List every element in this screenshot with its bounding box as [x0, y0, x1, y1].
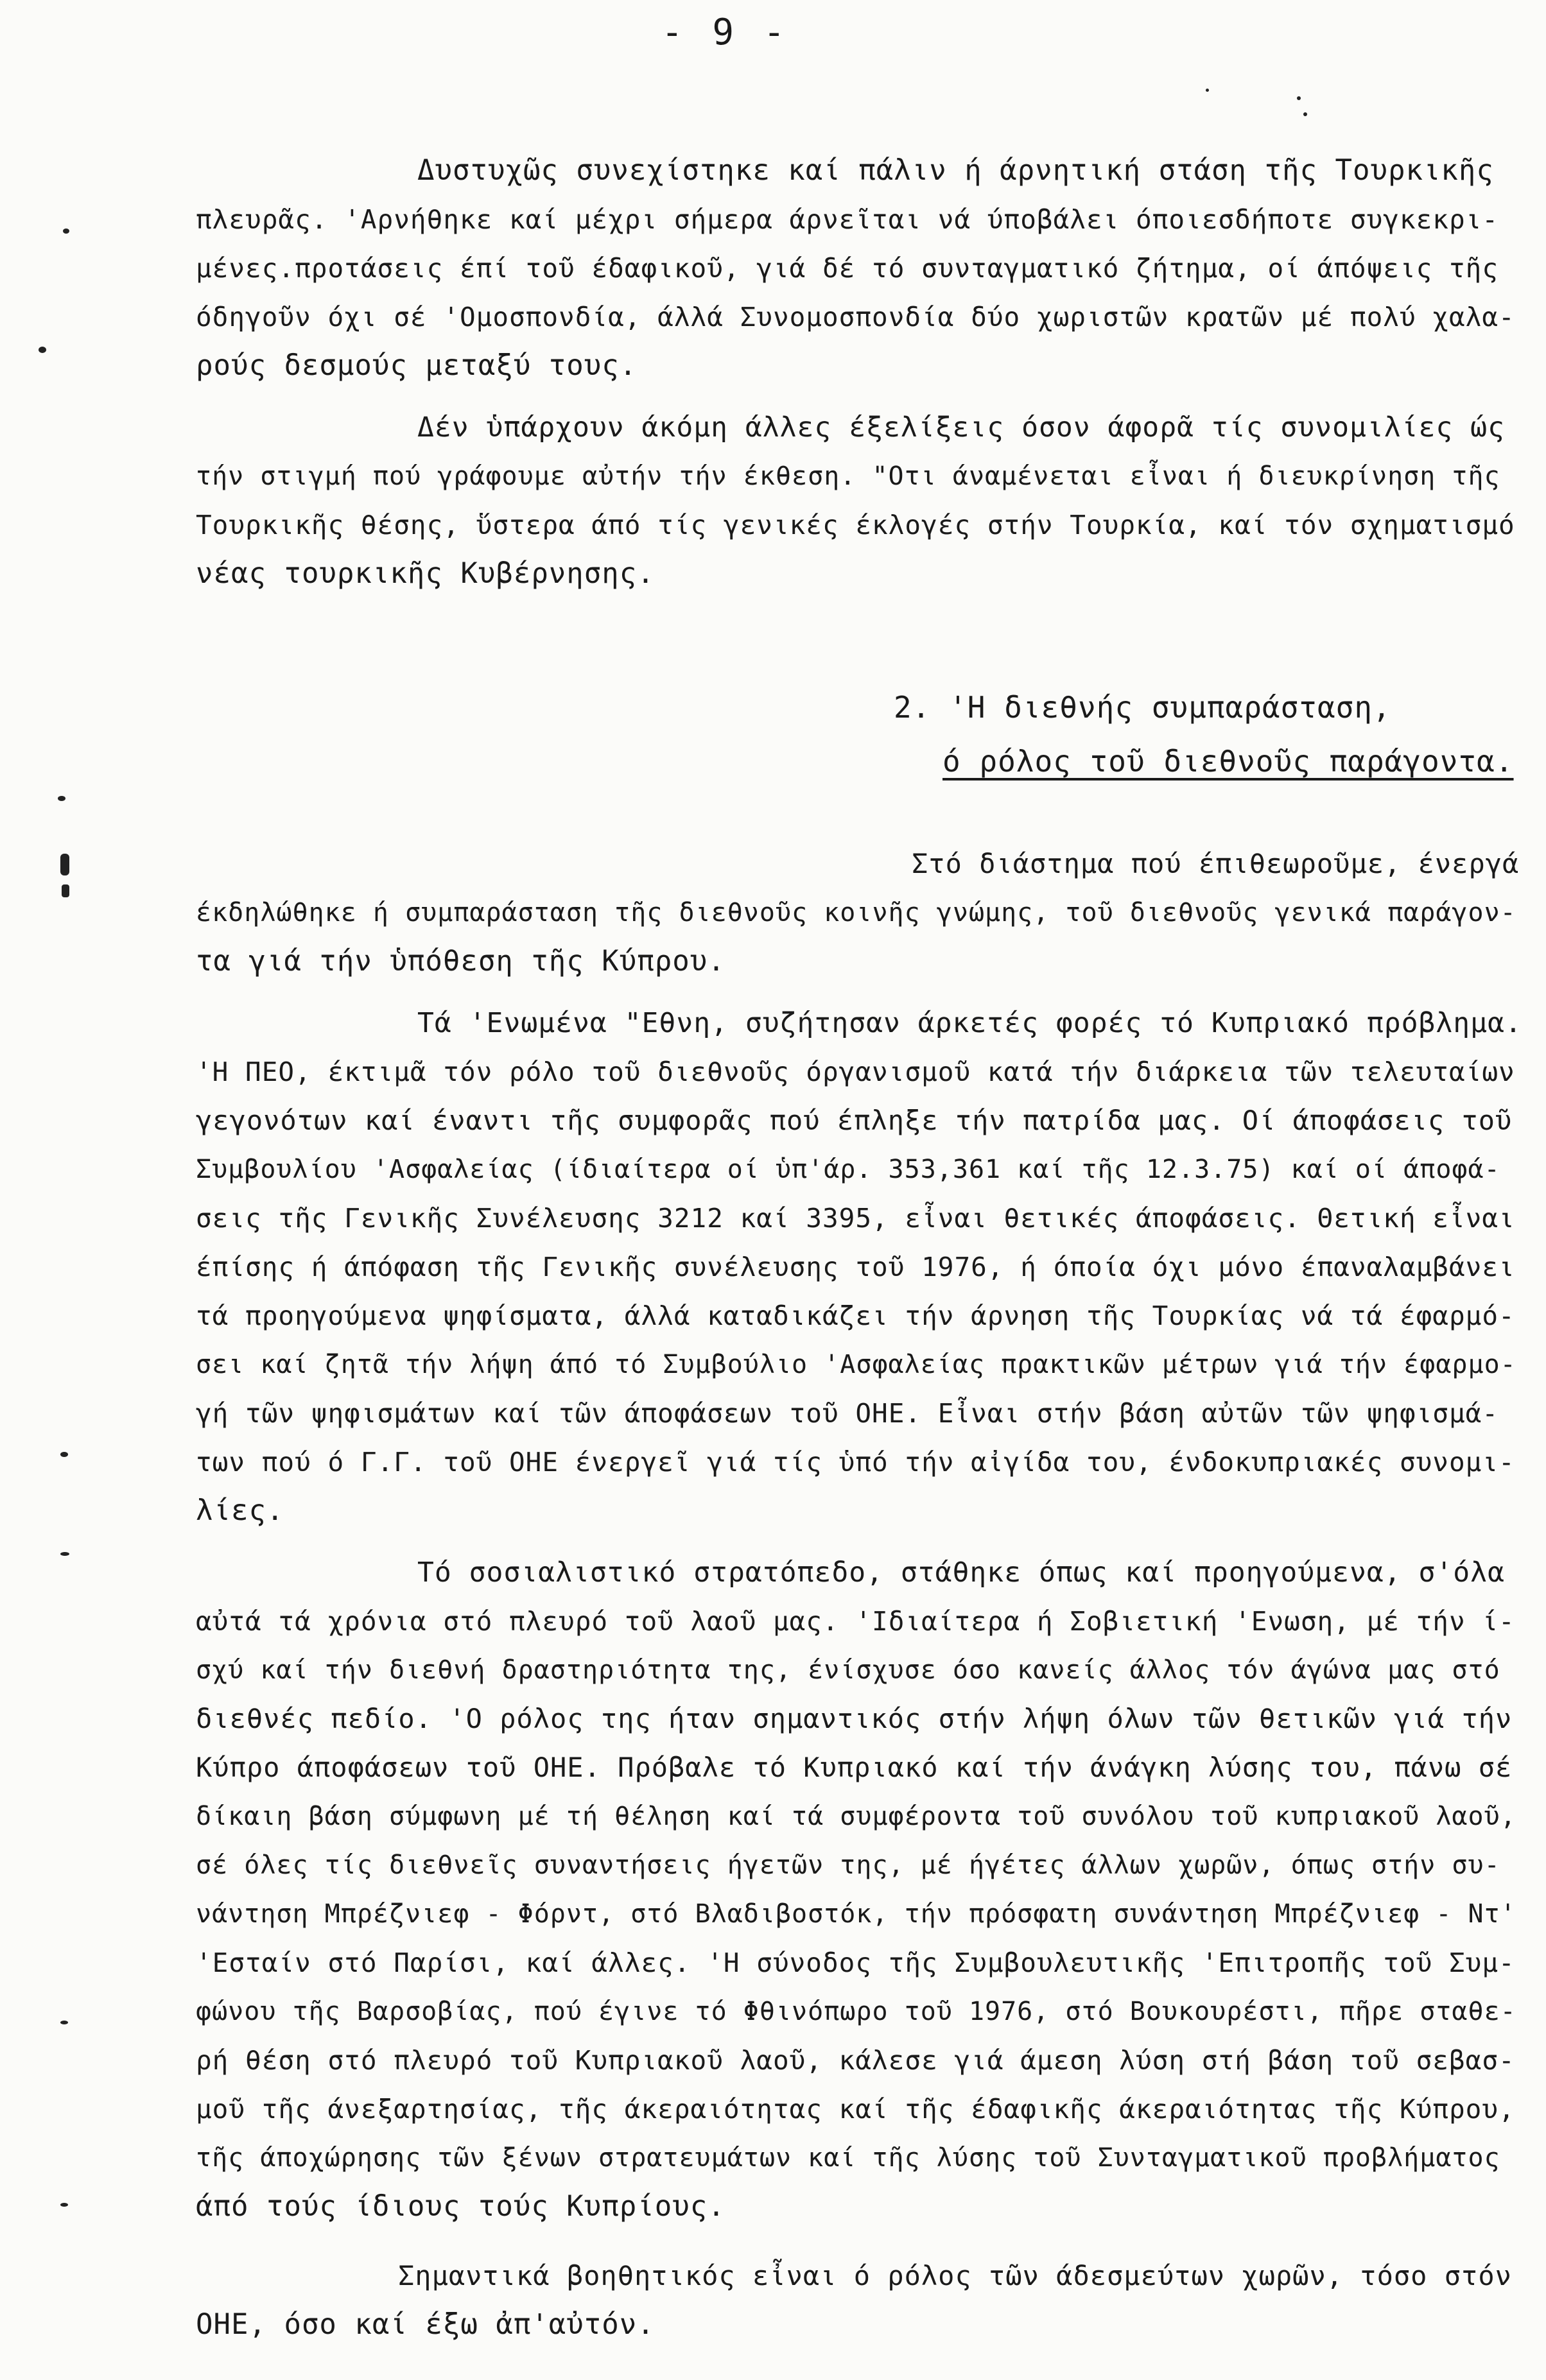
- paragraph-1-line-2: πλευρᾶς. 'Αρνήθηκε καί μέχρι σήμερα άρνεῖται νά ύποβάλει όποιεσδήποτε συγκεκρι-: [196, 204, 1499, 235]
- paragraph-5-line-14: άπό τούς ίδιους τούς Κυπρίους.: [196, 2190, 725, 2223]
- paragraph-5-line-4: διεθνές πεδίο. 'Ο ρόλος της ήταν σημαντικός στήν λήψη όλων τῶν θετικῶν γιά τήν: [196, 1703, 1513, 1734]
- paragraph-2-line-1: Δέν ὑπάρχουν άκόμη άλλες έξελίξεις όσον άφορᾶ τίς συνομιλίες ώς: [417, 411, 1505, 444]
- scan-speck: [58, 796, 65, 801]
- section-heading-title: 2. 'Η διεθνής συμπαράσταση,: [894, 690, 1391, 725]
- paragraph-4-line-4: Συμβουλίου 'Ασφαλείας (ίδιαίτερα οί ὑπ'άρ. 353,361 καί τῆς 12.3.75) καί οί άποφά-: [196, 1155, 1500, 1184]
- paragraph-4-line-10: των πού ό Γ.Γ. τοῦ ΟΗΕ ένεργεῖ γιά τίς ὑπό τήν αἰγίδα του, ένδοκυπριακές συνομι-: [196, 1447, 1515, 1478]
- paragraph-2-line-3: Τουρκικῆς θέσης, ὕστερα άπό τίς γενικές έκλογές στήν Τουρκία, καί τόν σχηματισμό: [196, 510, 1515, 540]
- scan-speck: [1297, 96, 1301, 100]
- paragraph-3-line-3: τα γιά τήν ὑπόθεση τῆς Κύπρου.: [196, 945, 725, 978]
- scan-speck: [1206, 89, 1209, 92]
- paragraph-5-line-7: σέ όλες τίς διεθνεῖς συναντήσεις ήγετῶν της, μέ ήγέτες άλλων χωρῶν, όπως στήν συ-: [196, 1850, 1500, 1880]
- paragraph-5-line-6: δίκαιη βάση σύμφωνη μέ τή θέληση καί τά συμφέροντα τοῦ συνόλου τοῦ κυπριακοῦ λαοῦ,: [196, 1802, 1516, 1831]
- scan-speck: [63, 229, 69, 234]
- paragraph-4-line-11: λίες.: [196, 1494, 284, 1527]
- scan-speck: [60, 854, 69, 875]
- paragraph-5-line-10: φώνου τῆς Βαρσοβίας, πού έγινε τό Φθινόπωρο τοῦ 1976, στό Βουκουρέστι, πῆρε σταθε-: [196, 1997, 1516, 2026]
- paragraph-5-line-2: αὐτά τά χρόνια στό πλευρό τοῦ λαοῦ μας. 'Ιδιαίτερα ή Σοβιετική 'Ενωση, μέ τήν ί-: [196, 1606, 1515, 1637]
- paragraph-6-line-2: ΟΗΕ, όσο καί έξω ἀπ'αὐτόν.: [196, 2308, 655, 2341]
- page-number: - 9 -: [661, 12, 789, 53]
- paragraph-4-line-5: σεις τῆς Γενικῆς Συνέλευσης 3212 καί 3395, εἶναι θετικές άποφάσεις. Θετική εἶναι: [196, 1203, 1515, 1234]
- paragraph-5-line-3: σχύ καί τήν διεθνή δραστηριότητα της, ένίσχυσε όσο κανείς άλλος τόν άγώνα μας στό: [196, 1655, 1500, 1685]
- paragraph-1-line-3: μένες.προτάσεις έπί τοῦ έδαφικοῦ, γιά δέ τό συνταγματικό ζήτημα, οί άπόψεις τῆς: [196, 253, 1499, 284]
- paragraph-4-line-2: 'Η ΠΕΟ, έκτιμᾶ τόν ρόλο τοῦ διεθνοῦς όργανισμοῦ κατά τήν διάρκεια τῶν τελευταίων: [196, 1056, 1515, 1087]
- paragraph-3-line-2: έκδηλώθηκε ή συμπαράσταση τῆς διεθνοῦς κοινῆς γνώμης, τοῦ διεθνοῦς γενικά παράγον-: [196, 898, 1516, 927]
- paragraph-5-line-11: ρή θέση στό πλευρό τοῦ Κυπριακοῦ λαοῦ, κάλεσε γιά άμεση λύση στή βάση τοῦ σεβασ-: [196, 2045, 1515, 2076]
- paragraph-4-line-8: σει καί ζητᾶ τήν λήψη άπό τό Συμβούλιο 'Ασφαλείας πρακτικῶν μέτρων γιά τήν έφαρμο-: [196, 1350, 1516, 1379]
- scan-speck: [60, 2203, 68, 2207]
- paragraph-5-line-13: τῆς άποχώρησης τῶν ξένων στρατευμάτων καί τῆς λύσης τοῦ Συνταγματικοῦ προβλήματος: [196, 2143, 1500, 2173]
- paragraph-3-line-1: Στό διάστημα πού έπιθεωροῦμε, ένεργά: [912, 848, 1520, 879]
- paragraph-5-line-5: Κύπρο άποφάσεων τοῦ ΟΗΕ. Πρόβαλε τό Κυπριακό καί τήν άνάγκη λύσης του, πάνω σέ: [196, 1752, 1513, 1783]
- paragraph-2-line-2: τήν στιγμή πού γράφουμε αὐτήν τήν έκθεση. "Οτι άναμένεται εἶναι ή διευκρίνηση τῆς: [196, 461, 1500, 491]
- paragraph-4-line-7: τά προηγούμενα ψηφίσματα, άλλά καταδικάζει τήν άρνηση τῆς Τουρκίας νά τά έφαρμό-: [196, 1300, 1515, 1331]
- scan-speck: [60, 1452, 68, 1457]
- paragraph-5-line-1: Τό σοσιαλιστικό στρατόπεδο, στάθηκε όπως καί προηγούμενα, σ'όλα: [417, 1556, 1505, 1589]
- paragraph-5-line-8: νάντηση Μπρέζνιεφ - Φόρντ, στό Βλαδιβοστόκ, τήν πρόσφατη συνάντηση Μπρέζνιεφ - Ντ': [196, 1899, 1516, 1929]
- scan-speck: [1303, 112, 1307, 116]
- section-heading-subtitle: ό ρόλος τοῦ διεθνοῦς παράγοντα.: [942, 744, 1514, 779]
- paragraph-1-line-4: όδηγοῦν όχι σέ 'Ομοσπονδία, άλλά Συνομοσπονδία δύο χωριστῶν κρατῶν μέ πολύ χαλα-: [196, 302, 1515, 332]
- scan-speck: [60, 2021, 68, 2024]
- scan-speck: [39, 347, 46, 353]
- paragraph-2-line-4: νέας τουρκικῆς Κυβέρνησης.: [196, 557, 655, 590]
- paragraph-6-line-1: Σημαντικά βοηθητικός εἶναι ό ρόλος τῶν άδεσμεύτων χωρῶν, τόσο στόν: [398, 2260, 1512, 2291]
- paragraph-1-line-1: Δυστυχῶς συνεχίστηκε καί πάλιν ή άρνητική στάση τῆς Τουρκικῆς: [417, 154, 1494, 187]
- paragraph-4-line-9: γή τῶν ψηφισμάτων καί τῶν άποφάσεων τοῦ ΟΗΕ. Εἶναι στήν βάση αὐτῶν τῶν ψηφισμά-: [196, 1398, 1499, 1429]
- scan-speck: [60, 1552, 69, 1556]
- paragraph-4-line-6: έπίσης ή άπόφαση τῆς Γενικῆς συνέλευσης τοῦ 1976, ή όποία όχι μόνο έπαναλαμβάνει: [196, 1252, 1515, 1282]
- paragraph-1-line-5: ρούς δεσμούς μεταξύ τους.: [196, 349, 638, 382]
- paragraph-5-line-9: 'Εσταίν στό Παρίσι, καί άλλες. 'Η σύνοδος τῆς Συμβουλευτικῆς 'Επιτροπῆς τοῦ Συμ-: [196, 1947, 1515, 1978]
- paragraph-4-line-1: Τά 'Ενωμένα "Εθνη, συζήτησαν άρκετές φορές τό Κυπριακό πρόβλημα.: [417, 1007, 1522, 1039]
- paragraph-4-line-3: γεγονότων καί έναντι τῆς συμφορᾶς πού έπληξε τήν πατρίδα μας. Οί άποφάσεις τοῦ: [196, 1105, 1513, 1136]
- paragraph-5-line-12: μοῦ τῆς άνεξαρτησίας, τῆς άκεραιότητας καί τῆς έδαφικῆς άκεραιότητας τῆς Κύπρου,: [196, 2094, 1515, 2125]
- section-heading-subtitle-wrap: [942, 742, 1514, 780]
- scan-speck: [62, 884, 69, 897]
